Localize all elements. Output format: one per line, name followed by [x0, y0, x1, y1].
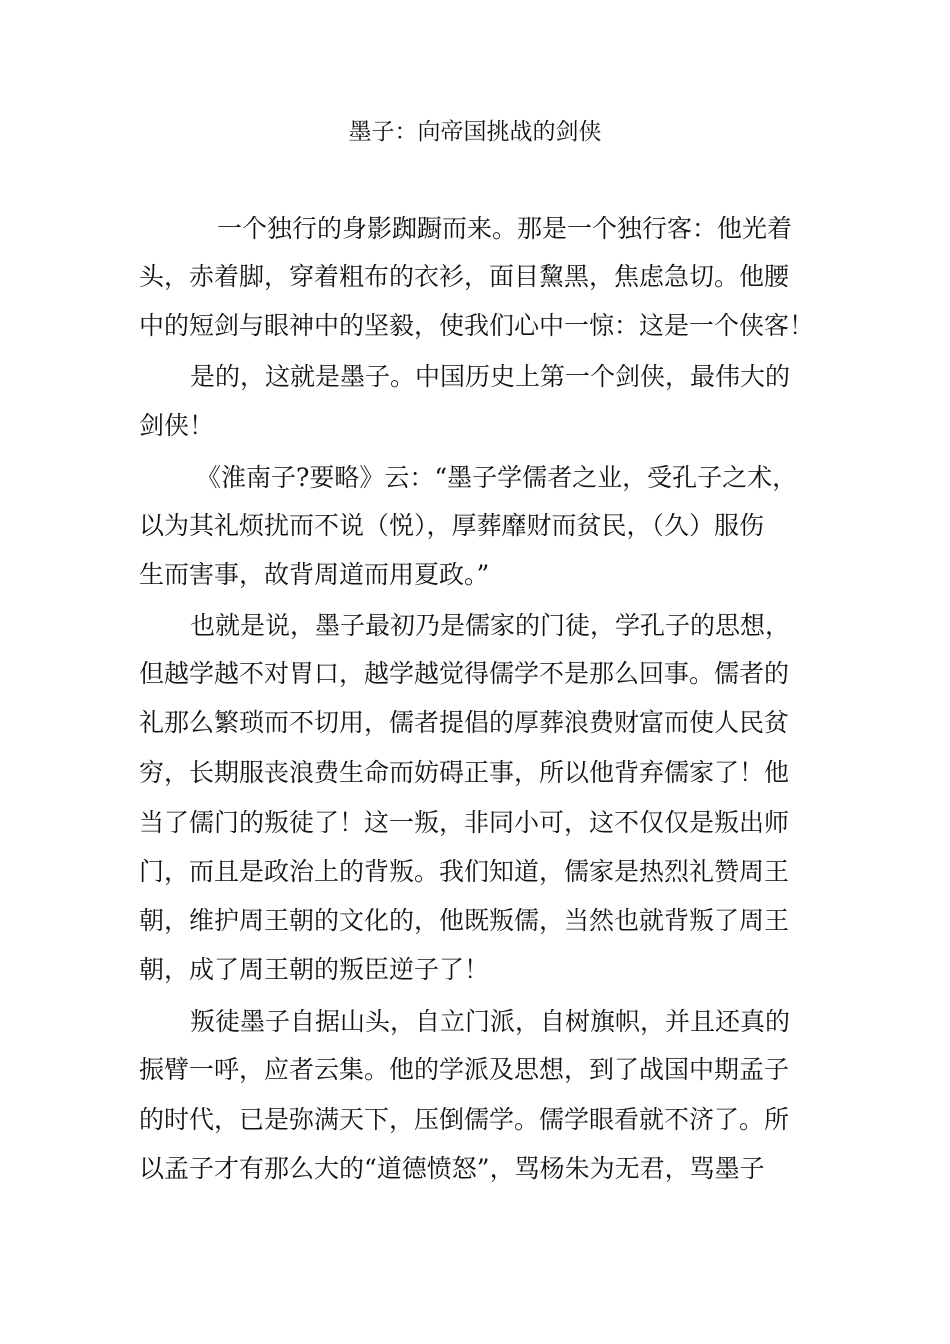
text-line: 《淮南子?要略》云：“墨子学儒者之业，受孔子之术， — [196, 463, 798, 492]
text-line: 朝，维护周王朝的文化的，他既叛儒，当然也就背叛了周王 — [139, 906, 790, 935]
text-line: 是的，这就是墨子。中国历史上第一个剑侠，最伟大的 — [190, 362, 791, 391]
text-line: 门，而且是政治上的背叛。我们知道，儒家是热烈礼赞周王 — [139, 857, 790, 886]
text-line: 生而害事，故背周道而用夏政。” — [139, 560, 490, 589]
text-line: 的时代，已是弥满天下，压倒儒学。儒学眼看就不济了。所 — [139, 1105, 790, 1134]
text-line: 以为其礼烦扰而不说（悦），厚葬靡财而贫民，（久）服伤 — [139, 511, 765, 540]
text-line: 也就是说，墨子最初乃是儒家的门徒，学孔子的思想， — [190, 611, 791, 640]
text-line: 中的短剑与眼神中的坚毅，使我们心中一惊：这是一个侠客！ — [139, 311, 815, 340]
text-line: 以孟子才有那么大的“道德愤怒”，骂杨朱为无君，骂墨子 — [139, 1154, 765, 1183]
text-line: 剑侠！ — [139, 411, 215, 440]
text-line: 头，赤着脚，穿着粗布的衣衫，面目黧黑，焦虑急切。他腰 — [139, 262, 790, 291]
text-line: 当了儒门的叛徒了！这一叛，非同小可，这不仅仅是叛出师 — [139, 808, 790, 837]
text-line: 礼那么繁琐而不切用，儒者提倡的厚葬浪费财富而使人民贫 — [139, 708, 790, 737]
text-line: 振臂一呼，应者云集。他的学派及思想，到了战国中期孟子 — [139, 1055, 790, 1084]
document-title: 墨子：向帝国挑战的剑侠 — [348, 119, 602, 145]
text-line: 但越学越不对胃口，越学越觉得儒学不是那么回事。儒者的 — [139, 659, 790, 688]
text-line: 叛徒墨子自据山头，自立门派，自树旗帜，并且还真的 — [190, 1007, 791, 1036]
text-line: 一个独行的身影踟蹰而来。那是一个独行客：他光着 — [217, 214, 793, 243]
text-line: 穷，长期服丧浪费生命而妨碍正事，所以他背弃儒家了！他 — [139, 758, 790, 787]
text-line: 朝，成了周王朝的叛臣逆子了！ — [139, 955, 490, 984]
